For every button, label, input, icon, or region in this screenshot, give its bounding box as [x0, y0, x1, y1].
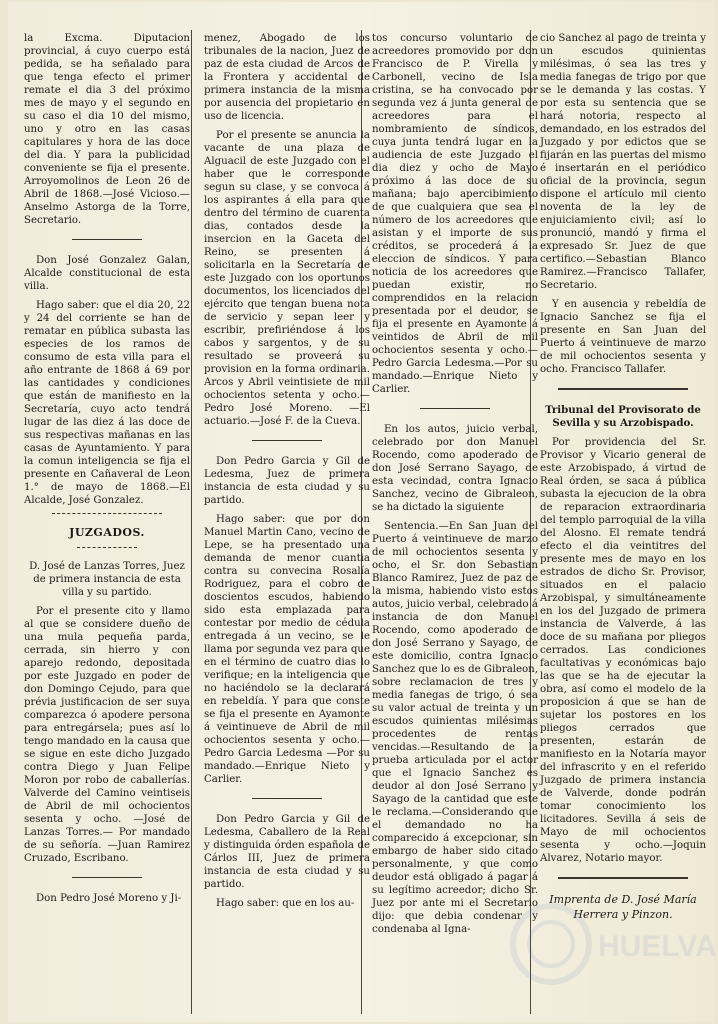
separator	[558, 877, 688, 879]
notice-title: Don José Gonzalez Galan, Alcalde constitucional de esta villa.	[24, 255, 190, 292]
notice-text: Hago saber: que por don Manuel Martin Cano, vecino de Lepe, se ha presentado una demanda de menor cuantia contra su convecina Rosalía Rodriguez, para el cobro de doscientos escudos, habiendo sido esta emplazada para contestar por medio de cédula entregada á un vecino, se le llama por segunda vez para que en el término de cuatro dias lo verifique; en la inteligencia que no haciéndolo se la declarará en rebeldía. Y para que conste se fija el presente en Ayamonte á veintinueve de Abril de mil ochocientos sesenta y ocho.—Pedro Garcia Ledesma —Por su mandado.—Enrique Nieto y Carlier.	[204, 514, 370, 785]
notice-text: Y en ausencia y rebeldía de Ignacio Sanchez se fija el presente en San Juan del Puerto á veintinueve de marzo de mil ochocientos sesenta y ocho. Francisco Tallafer.	[540, 299, 706, 375]
separator	[252, 440, 322, 441]
imprint-line: Herrera y Pinzon.	[573, 908, 673, 921]
notice-title: D. José de Lanzas Torres, Juez de primera instancia de esta villa y su partido.	[29, 561, 185, 598]
notice-text: cio Sanchez al pago de treinta y un escudos quinientas milésimas, ó sea las tres y media fanegas de trigo por que se le demanda y las costas. Y por esta su sentencia que se hará notoria, respecto al demandado, en los estrados del Juzgado y por edictos que se fijarán en las puertas del mismo é insertarán en el periódico oficial de la provincia, segun dispone el artículo mil ciento noventa de la ley de enjuiciamiento civil; así lo pronunció, mandó y firma el expresado Sr. Juez de que certifico.—Sebastian Blanco Ramirez.—Francisco Tallafer, Secretario.	[540, 33, 706, 291]
column-3	[372, 32, 538, 1018]
notice-text: Hago saber: que el dia 20, 22 y 24 del corriente se han de rematar en pública subasta las especies de los ramos de consumo de esta villa para el año entrante de 1868 á 69 por las cantidades y condiciones que están de manifiesto en la Secretaría, cuyo acto tendrá lugar de las diez á las doce de sus respectivas mañanas en las casas de Ayuntamiento. Y para la comun inteligencia se fija el presente en Cañaveral de Leon 1.° de mayo de 1868.—El Alcalde, José Gonzalez.	[24, 300, 190, 506]
separator	[77, 547, 137, 548]
notice-text: tos concurso voluntario de acreedores promovido por don Francisco de P. Virella y Carbonell, vecino de Isla cristina, se ha convocado por segunda vez á junta general de acreedores para el nombramiento de síndicos, cuya junta tendrá lugar en la audiencia de este Juzgado el dia diez y ocho de Mayo próximo á las doce de su mañana; bajo apercibimiento de que cualquiera que sea el número de los acreedores que asistan y el importe de sus créditos, se procederá á la eleccion de síndicos. Y para noticia de los acreedores que puedan existir, no comprendidos en la relacion presentada por el deudor, se fija el presente en Ayamonte á veintidos de Abril de mil ochocientos sesenta y ocho.— Pedro Garcia Ledesma.—Por su mandado.—Enrique Nieto y Carlier.	[372, 33, 538, 395]
separator	[72, 877, 142, 878]
imprint-line: Imprenta de D. José María	[549, 893, 697, 906]
notice-text: En los autos, juicio verbal, celebrado por don Manuel Rocendo, como apoderado de don José Serrano Sayago, de esta vecindad, contra Ignacio Sanchez, vecino de Gibraleon, se ha dictado la siguiente	[372, 424, 538, 513]
column-1	[24, 32, 190, 1018]
separator	[72, 239, 142, 240]
column-2	[204, 32, 370, 1018]
notice-title: Don Pedro José Moreno y Ji-	[36, 893, 182, 904]
notice-text: Por providencia del Sr. Provisor y Vicario general de este Arzobispado, á virtud de Real órden, se saca á pública subasta la ejecucion de la obra de reparacion extraordinaria del templo parroquial de la villa del Alosno. El remate tendrá efecto el dia veintitres del presente mes de mayo en los estrados de dicho Sr. Provisor, situados en el palacio Arzobispal, y simultáneamente en los del Juzgado de primera instancia de Valverde, á las doce de su mañana por pliegos cerrados. Las condiciones facultativas y económicas bajo las que se ha de ejecutar la obra, así como el modelo de la proposicion á que se han de sujetar los postores en los pliegos cerrados que presenten, estarán de manifiesto en la Notaría mayor del infrascrito y en el referido Juzgado de primera instancia de Valverde, donde podrán tomar conocimiento los licitadores. Sevilla á seis de Mayo de mil ochocientos sesenta y ocho.—Joquin Alvarez, Notario mayor.	[540, 437, 706, 864]
separator	[420, 408, 490, 409]
notice-text: la Excma. Diputacion provincial, á cuyo cuerpo está pedida, se ha señalado para que tenga efecto el primer remate el dia 3 del próximo mes de mayo y el segundo en su caso el dia 10 del mismo, uno y otro en las casas capitulares y hora de las doce del dia. Y para la publicidad conveniente se fija el presente. Arroyomolinos de Leon 26 de Abril de 1868.—José Vicioso.—Anselmo Astorga de la Torre, Secretario.	[24, 33, 190, 226]
separator	[52, 513, 162, 514]
notice-title: Don Pedro Garcia y Gil de Ledesma, Juez de primera instancia de esta ciudad y su partido.	[204, 456, 370, 506]
notice-title: Don Pedro Garcia y Gil de Ledesma, Caballero de la Real y distinguida órden española de Cárlos III, Juez de primera instancia de esta ciudad y su partido.	[204, 814, 370, 890]
column-rule	[191, 30, 192, 1014]
notice-text: Sentencia.—En San Juan del Puerto á veintinueve de marzo de mil ochocientos sesenta y ocho, el Sr. don Sebastian Blanco Ramirez, Juez de paz de la misma, habiendo visto estos autos, juicio verbal, celebrado á instancia de don Manuel Rocendo, como apoderado de don José Serrano y Sayago, de este domicilio, contra Ignacio Sanchez que lo es de Gibraleon, sobre reclamacion de tres y media fanegas de trigo, ó sea su valor actual de treinta y un escudos quinientas milésimas procedentes de rentas vencidas.—Resultando de la prueba articulada por el actor que el Ignacio Sanchez es deudor al don José Serrano y Sayago de la cantidad que este le reclama.—Considerando que el demandado no ha comparecido á excepcionar, sin embargo de haber sido citado personalmente, y que como deudor está obligado á pagar á su legítimo acreedor; dicho Sr. Juez por ante mi el Secretario dijo: que debia condenar y condenaba al Igna-	[372, 521, 538, 935]
separator	[558, 388, 688, 390]
newspaper-page	[8, 2, 717, 1022]
notice-text: menez, Abogado de los tribunales de la nacion, Juez de paz de esta ciudad de Arcos de la Frontera y accidental de primera instancia de la misma por ausencia del propietario en uso de licencia.	[204, 33, 370, 122]
notice-text: Hago saber: que en los au-	[216, 898, 355, 909]
column-4	[540, 32, 706, 1018]
notice-text: Por el presente cito y llamo al que se considere dueño de una mula pequeña parda, cerrada, sin hierro y con aparejo redondo, depositada por este Juzgado en poder de don Domingo Cejudo, para que prévia justificacion de ser suya comparezca ó apodere persona para entregársela; pues así lo tengo mandado en la causa que se sigue en este dicho Juzgado contra Diego y Juan Felipe Moron por robo de caballerías. Valverde del Camino veintiseis de Abril de mil ochocientos sesenta y ocho. —José de Lanzas Torres.— Por mandado de su señoría. —Juan Ramirez Cruzado, Escribano.	[24, 606, 190, 864]
watermark-text: HUELVA	[598, 930, 717, 963]
section-heading: JUZGADOS.	[69, 526, 145, 539]
notice-text: Por el presente se anuncia la vacante de una plaza de Alguacil de este Juzgado con el haber que le corresponde segun su clase, y se convoca á los aspirantes á ella para que dentro del término de cuarenta dias, contados desde la insercion en la Gaceta del Reino, se presenten á solicitarla en la Secretaría de este Juzgado con los oportunos documentos, los licenciados del ejército que tengan buena nota de servicio y sepan leer y escribir, prefiriéndose á los cabos y sargentos, y de su resultado se proveerá su provision en la forma ordinaria. Arcos y Abril veintisiete de mil ochocientos setenta y ocho.—Pedro José Moreno. —El actuario.—José F. de la Cueva.	[204, 130, 370, 427]
notice-title: Tribunal del Provisorato de Sevilla y su Arzobispado.	[545, 404, 701, 429]
separator	[252, 798, 322, 799]
